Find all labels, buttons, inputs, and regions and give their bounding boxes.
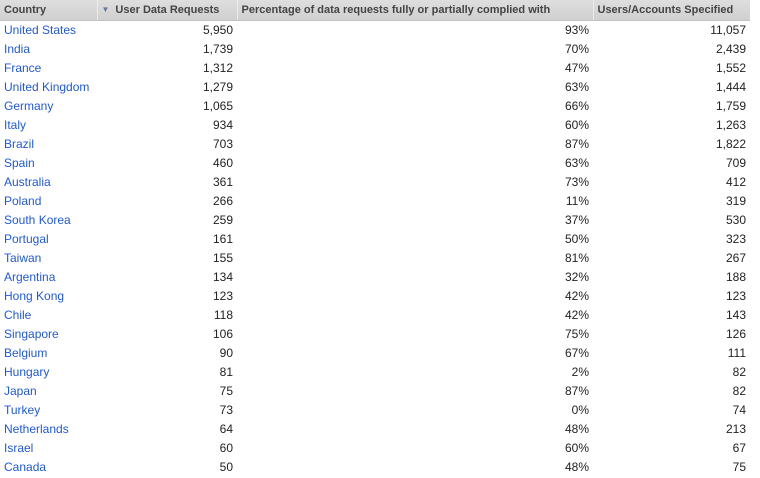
country-link[interactable]: South Korea xyxy=(4,212,71,227)
user-data-requests-cell: 60 xyxy=(97,438,237,457)
country-cell xyxy=(0,20,97,39)
user-data-requests-cell: 64 xyxy=(97,419,237,438)
country-link[interactable]: Spain xyxy=(4,155,35,170)
percentage-complied-cell: 63% xyxy=(237,153,593,172)
country-link[interactable]: Australia xyxy=(4,174,51,189)
users-accounts-specified-cell: 74 xyxy=(593,400,750,419)
table-row xyxy=(0,400,750,419)
percentage-complied-cell: 37% xyxy=(237,210,593,229)
column-header-percentage-complied[interactable] xyxy=(237,0,593,20)
country-cell xyxy=(0,210,97,229)
users-accounts-specified-cell: 530 xyxy=(593,210,750,229)
users-accounts-specified-cell: 123 xyxy=(593,286,750,305)
country-link[interactable]: Hungary xyxy=(4,364,50,379)
country-link[interactable]: Singapore xyxy=(4,326,59,341)
table-row xyxy=(0,362,750,381)
country-link[interactable]: United States xyxy=(4,22,77,37)
percentage-complied-cell: 50% xyxy=(237,229,593,248)
percentage-complied-cell: 73% xyxy=(237,172,593,191)
country-link[interactable]: Turkey xyxy=(4,402,41,417)
table-row xyxy=(0,229,750,248)
users-accounts-specified-cell: 1,822 xyxy=(593,134,750,153)
table-row xyxy=(0,438,750,457)
country-link[interactable]: Brazil xyxy=(4,136,35,151)
table-row xyxy=(0,324,750,343)
users-accounts-specified-cell: 67 xyxy=(593,438,750,457)
percentage-complied-cell: 32% xyxy=(237,267,593,286)
table-row xyxy=(0,267,750,286)
user-data-requests-cell: 934 xyxy=(97,115,237,134)
percentage-complied-cell: 63% xyxy=(237,77,593,96)
table-row xyxy=(0,457,750,476)
percentage-complied-cell: 11% xyxy=(237,191,593,210)
user-data-requests-cell: 75 xyxy=(97,381,237,400)
users-accounts-specified-cell: 1,444 xyxy=(593,77,750,96)
country-cell xyxy=(0,381,97,400)
percentage-complied-cell: 93% xyxy=(237,20,593,39)
sort-descending-icon: ▼ xyxy=(101,4,110,14)
table-row xyxy=(0,39,750,58)
percentage-complied-cell: 0% xyxy=(237,400,593,419)
percentage-complied-cell: 70% xyxy=(237,39,593,58)
percentage-complied-cell: 66% xyxy=(237,96,593,115)
users-accounts-specified-cell: 267 xyxy=(593,248,750,267)
table-row xyxy=(0,58,750,77)
user-data-requests-cell: 266 xyxy=(97,191,237,210)
user-data-requests-cell: 5,950 xyxy=(97,20,237,39)
country-link[interactable]: Israel xyxy=(4,440,34,455)
percentage-complied-cell: 2% xyxy=(237,362,593,381)
user-data-requests-cell: 123 xyxy=(97,286,237,305)
country-cell xyxy=(0,362,97,381)
country-link[interactable]: Italy xyxy=(4,117,27,132)
percentage-complied-cell: 87% xyxy=(237,134,593,153)
country-cell xyxy=(0,115,97,134)
header-row xyxy=(0,0,750,20)
table-row xyxy=(0,115,750,134)
table-row xyxy=(0,343,750,362)
country-link[interactable]: Hong Kong xyxy=(4,288,65,303)
users-accounts-specified-cell: 143 xyxy=(593,305,750,324)
country-cell xyxy=(0,39,97,58)
country-cell xyxy=(0,400,97,419)
country-link[interactable]: Canada xyxy=(4,459,47,474)
country-link[interactable]: United Kingdom xyxy=(4,79,90,94)
percentage-complied-cell: 75% xyxy=(237,324,593,343)
country-cell xyxy=(0,153,97,172)
users-accounts-specified-cell: 82 xyxy=(593,381,750,400)
table-row xyxy=(0,419,750,438)
users-accounts-specified-cell: 323 xyxy=(593,229,750,248)
table-row xyxy=(0,305,750,324)
user-data-requests-cell: 90 xyxy=(97,343,237,362)
country-cell xyxy=(0,248,97,267)
percentage-complied-cell: 81% xyxy=(237,248,593,267)
table-row xyxy=(0,286,750,305)
user-data-requests-cell: 134 xyxy=(97,267,237,286)
percentage-complied-cell: 42% xyxy=(237,286,593,305)
country-cell xyxy=(0,305,97,324)
user-data-requests-cell: 361 xyxy=(97,172,237,191)
country-cell xyxy=(0,286,97,305)
country-cell xyxy=(0,134,97,153)
country-cell xyxy=(0,267,97,286)
users-accounts-specified-cell: 213 xyxy=(593,419,750,438)
user-data-requests-cell: 1,279 xyxy=(97,77,237,96)
country-cell xyxy=(0,343,97,362)
country-link[interactable]: Argentina xyxy=(4,269,56,284)
country-cell xyxy=(0,229,97,248)
user-data-requests-cell: 1,312 xyxy=(97,58,237,77)
table-row xyxy=(0,191,750,210)
column-header-user-data-requests-label: User Data Requests xyxy=(115,3,220,16)
column-header-user-data-requests[interactable] xyxy=(97,0,237,20)
users-accounts-specified-cell: 319 xyxy=(593,191,750,210)
user-data-requests-cell: 161 xyxy=(97,229,237,248)
country-link[interactable]: Netherlands xyxy=(4,421,69,436)
user-data-requests-cell: 81 xyxy=(97,362,237,381)
country-link[interactable]: Germany xyxy=(4,98,54,113)
country-link[interactable]: France xyxy=(4,60,42,75)
percentage-complied-cell: 60% xyxy=(237,438,593,457)
table-row xyxy=(0,381,750,400)
country-link[interactable]: Poland xyxy=(4,193,42,208)
users-accounts-specified-cell: 82 xyxy=(593,362,750,381)
user-data-requests-cell: 118 xyxy=(97,305,237,324)
table-row xyxy=(0,172,750,191)
country-cell xyxy=(0,96,97,115)
users-accounts-specified-cell: 11,057 xyxy=(593,20,750,39)
country-link[interactable]: India xyxy=(4,41,31,56)
user-data-requests-cell: 106 xyxy=(97,324,237,343)
column-header-users-accounts-specified[interactable] xyxy=(593,0,750,20)
percentage-complied-cell: 48% xyxy=(237,419,593,438)
country-cell xyxy=(0,172,97,191)
users-accounts-specified-cell: 2,439 xyxy=(593,39,750,58)
percentage-complied-cell: 47% xyxy=(237,58,593,77)
country-link[interactable]: Portugal xyxy=(4,231,49,246)
table-row xyxy=(0,210,750,229)
country-cell xyxy=(0,419,97,438)
percentage-complied-cell: 60% xyxy=(237,115,593,134)
user-data-requests-cell: 1,739 xyxy=(97,39,237,58)
users-accounts-specified-cell: 709 xyxy=(593,153,750,172)
user-data-requests-cell: 460 xyxy=(97,153,237,172)
country-cell xyxy=(0,58,97,77)
users-accounts-specified-cell: 188 xyxy=(593,267,750,286)
column-header-users-accounts-specified-label: Users/Accounts Specified xyxy=(597,3,734,16)
percentage-complied-cell: 87% xyxy=(237,381,593,400)
table-row xyxy=(0,96,750,115)
column-header-country[interactable] xyxy=(0,0,97,20)
user-data-requests-cell: 155 xyxy=(97,248,237,267)
country-link[interactable]: Belgium xyxy=(4,345,48,360)
user-data-requests-cell: 1,065 xyxy=(97,96,237,115)
country-link[interactable]: Japan xyxy=(4,383,37,398)
users-accounts-specified-cell: 412 xyxy=(593,172,750,191)
user-data-requests-cell: 73 xyxy=(97,400,237,419)
users-accounts-specified-cell: 1,263 xyxy=(593,115,750,134)
users-accounts-specified-cell: 1,759 xyxy=(593,96,750,115)
column-header-country-label: Country xyxy=(4,3,47,16)
user-data-requests-cell: 259 xyxy=(97,210,237,229)
users-accounts-specified-cell: 111 xyxy=(593,343,750,362)
country-cell xyxy=(0,191,97,210)
country-link[interactable]: Chile xyxy=(4,307,32,322)
percentage-complied-cell: 67% xyxy=(237,343,593,362)
user-data-requests-cell: 703 xyxy=(97,134,237,153)
table-row xyxy=(0,248,750,267)
country-cell xyxy=(0,457,97,476)
table-row xyxy=(0,77,750,96)
table-row xyxy=(0,20,750,39)
users-accounts-specified-cell: 1,552 xyxy=(593,58,750,77)
percentage-complied-cell: 48% xyxy=(237,457,593,476)
country-cell xyxy=(0,438,97,457)
percentage-complied-cell: 42% xyxy=(237,305,593,324)
column-header-percentage-complied-label: Percentage of data requests fully or partially complied with xyxy=(241,3,551,16)
table-row xyxy=(0,134,750,153)
user-data-requests-cell: 50 xyxy=(97,457,237,476)
country-cell xyxy=(0,77,97,96)
table-body xyxy=(0,20,750,476)
table-row xyxy=(0,153,750,172)
country-link[interactable]: Taiwan xyxy=(4,250,42,265)
country-cell xyxy=(0,324,97,343)
users-accounts-specified-cell: 126 xyxy=(593,324,750,343)
users-accounts-specified-cell: 75 xyxy=(593,457,750,476)
